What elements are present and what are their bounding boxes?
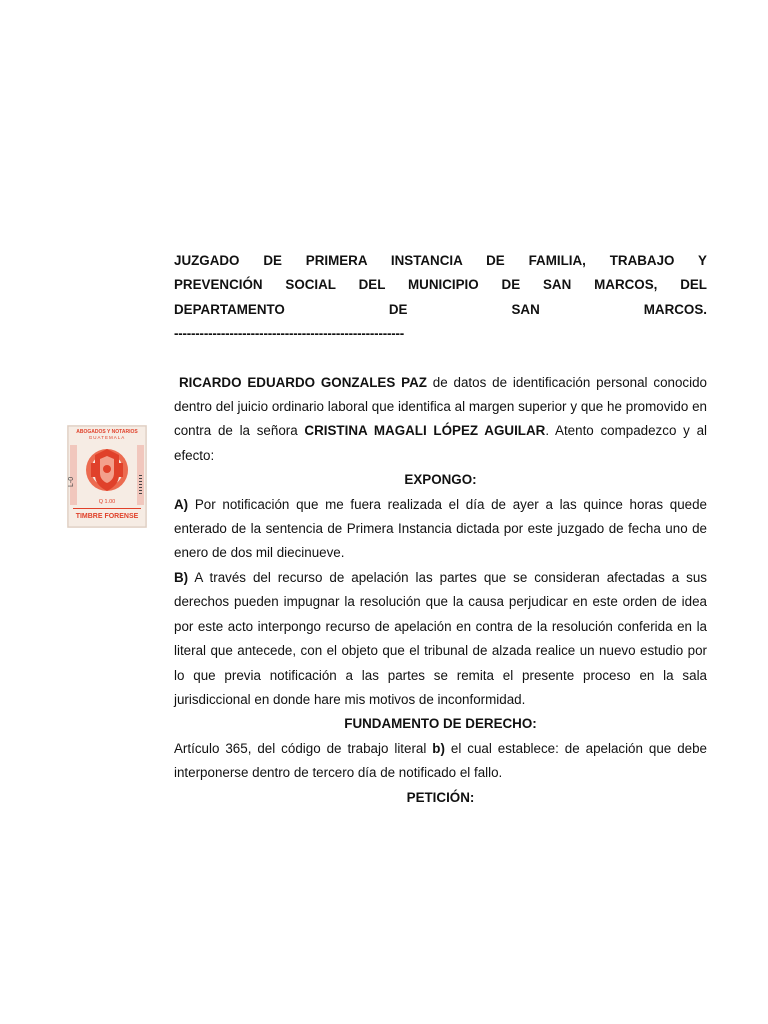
fundamento-paragraph (174, 737, 707, 786)
heading-line-3: DEPARTAMENTO DE SAN MARCOS. (174, 301, 707, 317)
stamp-sub-text: GUATEMALA (88, 435, 126, 440)
point-b-text: A través del recurso de apelación las partes que se consideran afectadas a sus derechos pueden impugnar la resolución que la causa perjudicar en este orden de idea por este acto interpongo recurso de apelación en contra de la resolución conferida en la literal que antecede, con el objeto que el tribunal de alzada realice un nuevo estudio por lo que previa notificación a las partes se remita el presente proceso en la sala jurisdiccional en donde hare mis motivos de inconformidad. (174, 569, 707, 707)
section-fundamento: FUNDAMENTO DE DERECHO: (344, 716, 537, 732)
point-a-text: Por notificación que me fuera realizada el día de ayer a las quince horas quede enterado de la sentencia de Primera Instancia dictada por este juzgado de fecha uno de enero de dos mil diecinueve. (174, 496, 707, 561)
stamp-graphic (67, 425, 147, 528)
point-b-paragraph (174, 566, 707, 712)
section-expongo: EXPONGO: (404, 472, 477, 488)
fundamento-literal: b) (432, 740, 445, 756)
heading-dash-line: ------------------------------------------------------ (174, 326, 404, 342)
timbre-forense-stamp (67, 425, 147, 528)
fundamento-text-2: el cual establece: de apelación que debe interponerse dentro de tercero día de notificado el fallo. (174, 740, 707, 781)
stamp-side-text: L-0 (68, 476, 75, 487)
spacer (174, 347, 707, 371)
stamp-bottom-text: TIMBRE FORENSE (75, 513, 139, 520)
stamp-value-text: Q 1.00 (98, 499, 116, 505)
defendant-name: CRISTINA MAGALI LÓPEZ AGUILAR (304, 423, 546, 439)
stamp-top-text: ABOGADOS Y NOTARIOS (76, 429, 138, 435)
point-a-paragraph (174, 493, 707, 566)
heading-line-1: JUZGADO DE PRIMERA INSTANCIA DE FAMILIA, TRABAJO Y (174, 253, 707, 268)
court-heading (174, 249, 707, 347)
intro-text-2: . Atento compadezco y al efecto: (174, 423, 707, 463)
intro-paragraph (174, 371, 707, 469)
heading-line-2: PREVENCIÓN SOCIAL DEL MUNICIPIO DE SAN MARCOS, DEL (174, 277, 707, 293)
point-a-label: A) (174, 496, 189, 512)
fundamento-text-1: Artículo 365, del código de trabajo literal (174, 740, 433, 756)
intro-text-1: de datos de identificación personal conocido dentro del juicio ordinario laboral que identifica al margen superior y que he promovido en contra de la señora (174, 374, 707, 439)
plaintiff-name: RICARDO EDUARDO GONZALES PAZ (179, 374, 427, 390)
point-b-label: B) (174, 569, 189, 585)
section-peticion: PETICIÓN: (406, 789, 475, 805)
document-body (174, 249, 707, 810)
